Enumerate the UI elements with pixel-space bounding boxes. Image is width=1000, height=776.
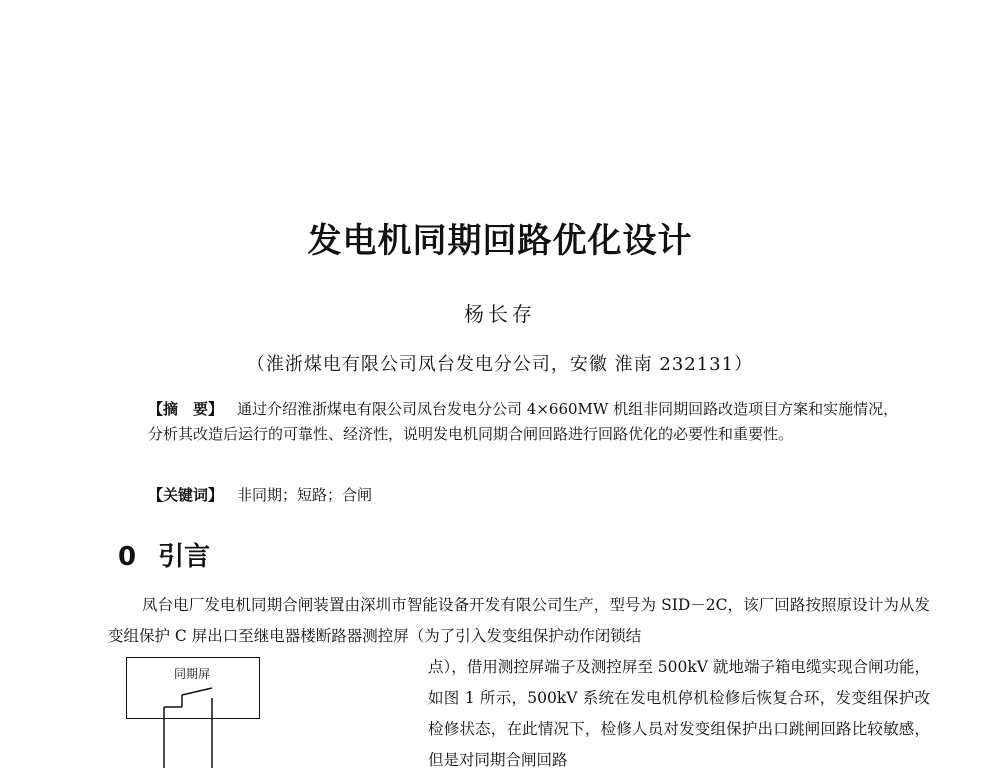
- figure-1-circuit: [126, 657, 262, 768]
- author-name: 杨长存: [464, 302, 536, 326]
- circuit-diagram: [126, 657, 262, 768]
- circuit-contact-switch: [182, 688, 212, 695]
- keywords-label: 【关键词】: [148, 486, 224, 504]
- section-title: 引言: [158, 542, 211, 572]
- abstract: [148, 397, 908, 447]
- section-number: 0: [118, 542, 137, 572]
- sync-panel-label: 同期屏: [173, 667, 210, 681]
- section-heading: [118, 536, 210, 573]
- author-affiliation: （淮浙煤电有限公司凤台发电分公司，安徽 淮南 232131）: [246, 354, 754, 375]
- keywords-text: 非同期；短路；合闸: [237, 486, 373, 504]
- paper-title: 发电机同期回路优化设计: [307, 221, 693, 261]
- abstract-text: 通过介绍淮浙煤电有限公司凤台发电分公司 4×660MW 机组非同期回路改造项目方案和实施情况，分析其改造后运行的可靠性、经济性，说明发电机同期合闸回路进行回路优化的必要性和重要性。: [148, 400, 899, 443]
- keywords: [148, 483, 908, 508]
- abstract-label: 【摘 要】: [148, 400, 224, 418]
- intro-paragraph: 凤台电厂发电机同期合闸装置由深圳市智能设备开发有限公司生产，型号为 SID－2C，该厂回路按照原设计为从发变组保护 C 屏出口至继电器楼断路器测控屏（为了引入发变组保护动作闭锁结: [108, 596, 930, 645]
- intro-paragraph-wrapped: 点），借用测控屏端子及测控屏至 500kV 就地端子箱电缆实现合闸功能，如图 1 所示，500kV 系统在发电机停机检修后恢复合环，发变组保护改检修状态，在此情况下，检修人员对发变组保护出口跳闸回路比较敏感，但是对同期合闸回路: [428, 658, 930, 769]
